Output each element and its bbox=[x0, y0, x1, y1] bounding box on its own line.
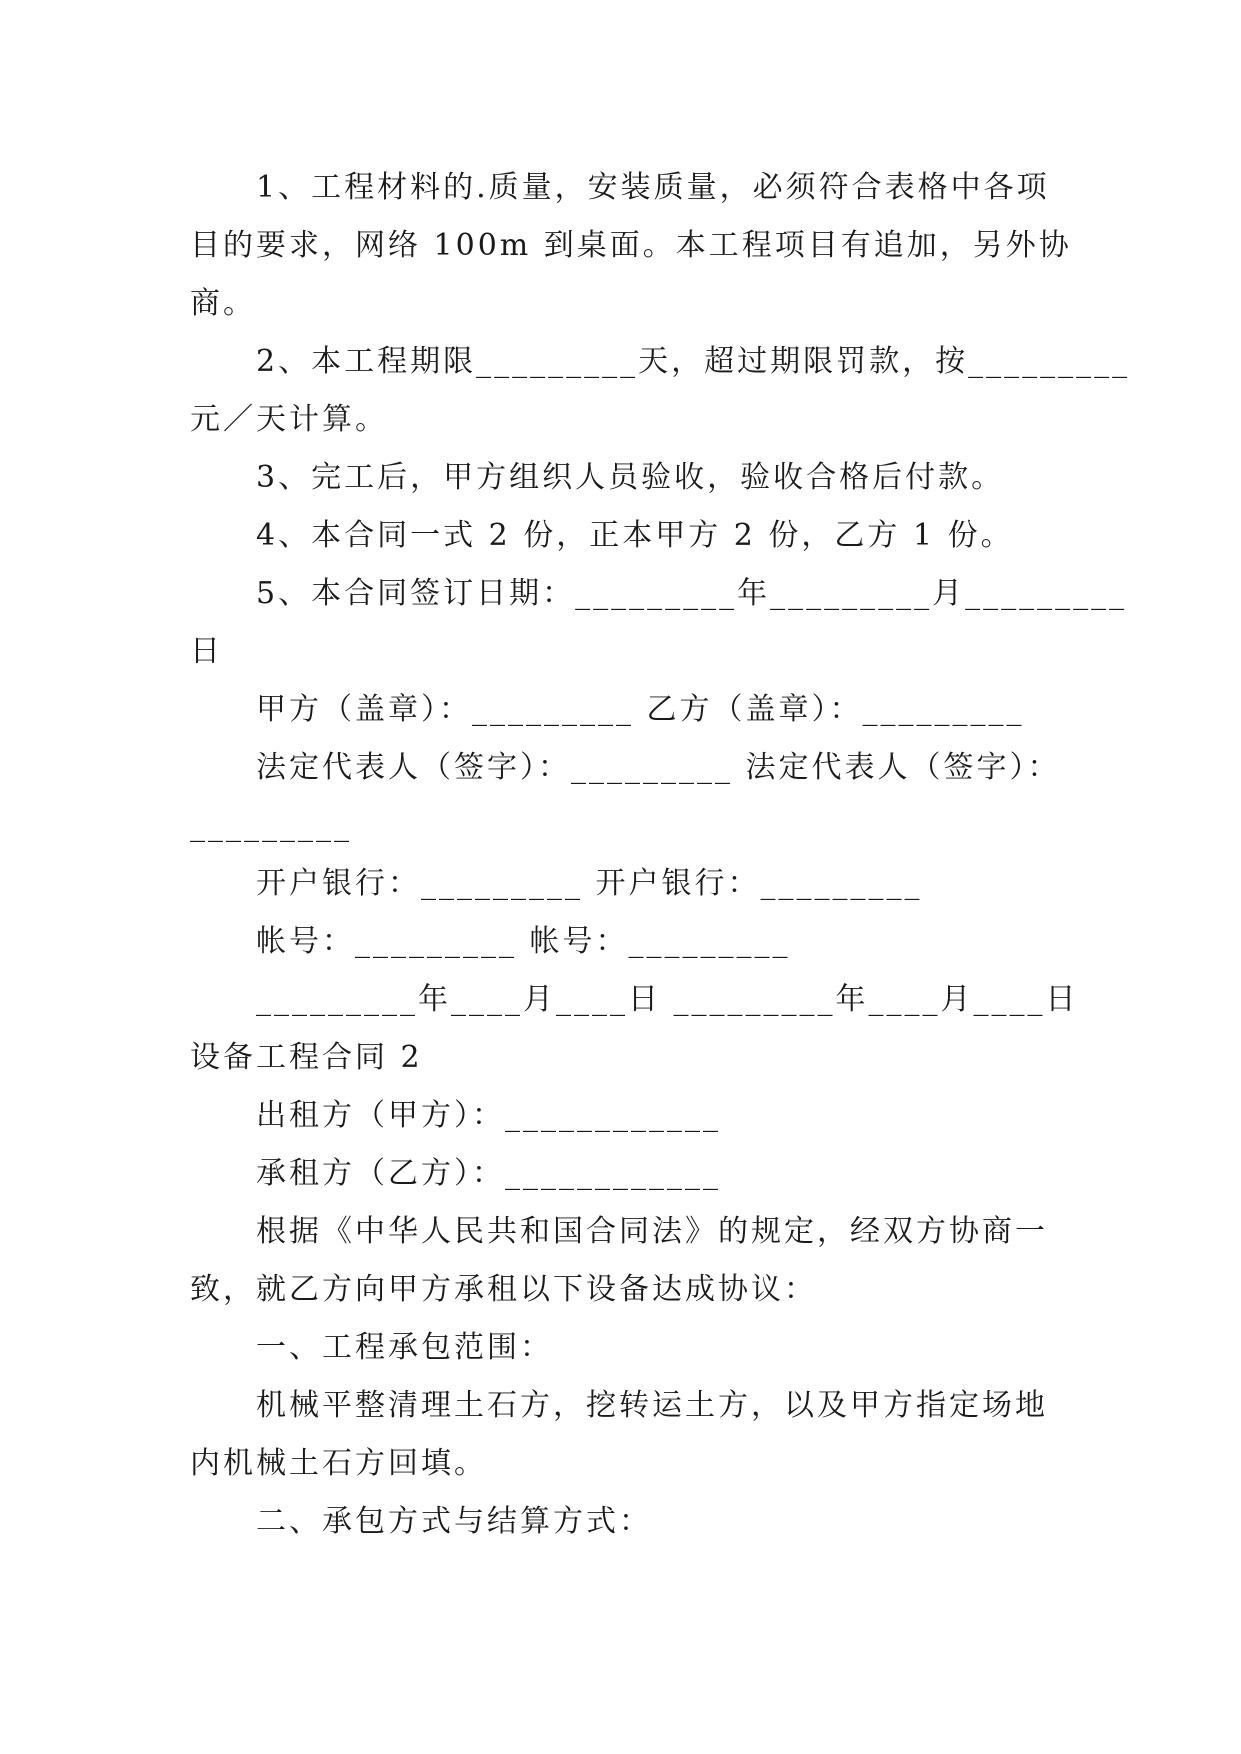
account-line: 帐号：_________ 帐号：_________ bbox=[256, 924, 791, 959]
scope-line-2: 内机械土石方回填。 bbox=[190, 1446, 487, 1481]
clause-2-line-1: 2、本工程期限_________天，超过期限罚款，按_________ bbox=[256, 344, 1131, 379]
lessor-line: 出租方（甲方）：____________ bbox=[256, 1098, 721, 1133]
party-seal-line: 甲方（盖章）：_________ 乙方（盖章）：_________ bbox=[256, 692, 1025, 727]
heading-scope: 一、工程承包范围： bbox=[256, 1330, 553, 1365]
preamble-line-1: 根据《中华人民共和国合同法》的规定，经双方协商一 bbox=[256, 1214, 1048, 1249]
clause-2-line-2: 元／天计算。 bbox=[190, 402, 388, 437]
preamble-line-2: 致，就乙方向甲方承租以下设备达成协议： bbox=[190, 1272, 817, 1307]
scope-line-1: 机械平整清理土石方，挖转运土方，以及甲方指定场地 bbox=[256, 1388, 1048, 1423]
clause-1-line-2: 目的要求，网络 100m 到桌面。本工程项目有追加，另外协 bbox=[190, 228, 1072, 263]
clause-5-line-1: 5、本合同签订日期：_________年_________月_________ bbox=[256, 576, 1128, 611]
clause-3: 3、完工后，甲方组织人员验收，验收合格后付款。 bbox=[256, 460, 1005, 495]
lessee-line: 承租方（乙方）：____________ bbox=[256, 1156, 721, 1191]
section-title: 设备工程合同 2 bbox=[190, 1040, 423, 1075]
legal-rep-blank: _________ bbox=[190, 808, 352, 843]
heading-settlement: 二、承包方式与结算方式： bbox=[256, 1504, 652, 1539]
date-line: _________年____月____日 _________年____月____日 bbox=[256, 982, 1079, 1017]
clause-1-line-3: 商。 bbox=[190, 286, 256, 321]
clause-1-line-1: 1、工程材料的.质量，安装质量，必须符合表格中各项 bbox=[256, 170, 1050, 205]
clause-5-line-2: 日 bbox=[190, 634, 223, 669]
legal-rep-line: 法定代表人（签字）：_________ 法定代表人（签字）： bbox=[256, 750, 1061, 785]
bank-line: 开户银行：_________ 开户银行：_________ bbox=[256, 866, 923, 901]
clause-4: 4、本合同一式 2 份，正本甲方 2 份，乙方 1 份。 bbox=[256, 518, 1014, 553]
